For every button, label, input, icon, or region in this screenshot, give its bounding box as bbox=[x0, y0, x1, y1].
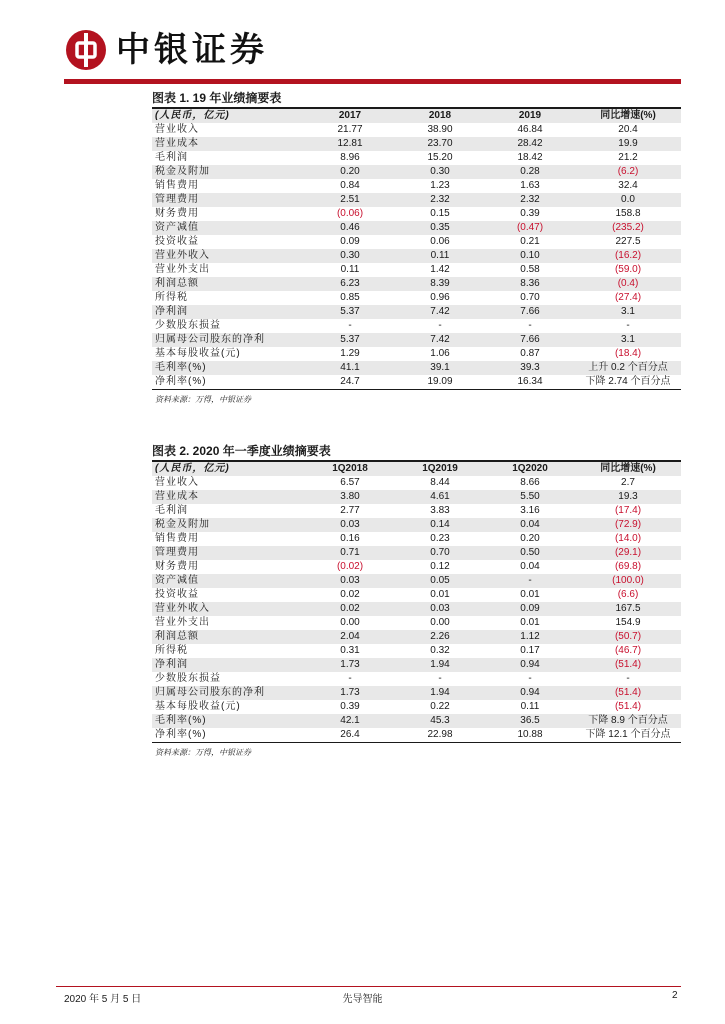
table-cell: 0.01 bbox=[520, 617, 540, 628]
table-cell: (17.4) bbox=[614, 505, 642, 516]
table-row bbox=[152, 291, 681, 305]
table2-bottom-rule bbox=[152, 742, 681, 743]
table-cell: 6.23 bbox=[305, 277, 395, 291]
table-cell: 0.14 bbox=[395, 518, 485, 532]
table-cell: 0.16 bbox=[340, 533, 360, 544]
table-cell: 8.44 bbox=[430, 477, 450, 488]
row-label: 营业外支出 bbox=[155, 617, 210, 628]
table-row bbox=[152, 207, 681, 221]
table-row bbox=[152, 686, 681, 700]
row-label: 营业收入 bbox=[155, 124, 199, 135]
table-cell: 45.3 bbox=[395, 714, 485, 728]
table-row bbox=[152, 602, 681, 616]
table-cell: 24.7 bbox=[340, 376, 360, 387]
table-cell: 18.42 bbox=[517, 152, 543, 163]
table-cell: 0.01 bbox=[430, 589, 450, 600]
table1 bbox=[152, 109, 681, 389]
table-row bbox=[152, 319, 681, 333]
row-label: 少数股东损益 bbox=[155, 673, 221, 684]
column-header: 1Q2020 bbox=[485, 462, 575, 476]
table-cell: 0.94 bbox=[485, 658, 575, 672]
table-cell: 20.4 bbox=[618, 124, 638, 135]
table-row bbox=[152, 546, 681, 560]
table-cell: (27.4) bbox=[614, 292, 642, 303]
table-cell: 5.37 bbox=[305, 333, 395, 347]
row-label: 净利润 bbox=[152, 658, 305, 672]
row-label: 税金及附加 bbox=[152, 165, 305, 179]
row-label: 所得税 bbox=[155, 645, 188, 656]
row-label: 资产减值 bbox=[152, 574, 305, 588]
row-label: 利润总额 bbox=[152, 630, 305, 644]
row-label: 所得税 bbox=[155, 292, 188, 303]
table-cell: (46.7) bbox=[614, 645, 642, 656]
table-cell: - bbox=[528, 320, 532, 331]
boc-logo-icon bbox=[64, 28, 108, 72]
header-divider bbox=[64, 79, 681, 84]
table-cell: - bbox=[485, 574, 575, 588]
table-row bbox=[152, 305, 681, 319]
table-cell: 0.0 bbox=[575, 193, 681, 207]
table-cell: - bbox=[626, 320, 630, 331]
table-cell: 1.42 bbox=[430, 264, 450, 275]
brand-name: 中银证券 bbox=[116, 30, 268, 70]
table-cell: (59.0) bbox=[614, 264, 642, 275]
table-cell: 1.73 bbox=[305, 658, 395, 672]
page-number: 2 bbox=[672, 990, 678, 1001]
table-cell: 0.04 bbox=[485, 518, 575, 532]
table-cell: 下降 8.9 个百分点 bbox=[575, 714, 681, 728]
table-cell: 0.94 bbox=[485, 686, 575, 700]
table-cell: 4.61 bbox=[395, 490, 485, 504]
table-cell: 227.5 bbox=[615, 236, 641, 247]
page-header bbox=[64, 28, 684, 76]
table1-title: 图表 1. 19 年业绩摘要表 bbox=[152, 91, 282, 105]
table-cell: 1.29 bbox=[340, 348, 360, 359]
table-cell: (51.4) bbox=[575, 658, 681, 672]
row-label: 管理费用 bbox=[152, 546, 305, 560]
table-row bbox=[152, 221, 681, 235]
table-cell: 1.23 bbox=[430, 180, 450, 191]
table-row bbox=[152, 137, 681, 151]
table-cell: 12.81 bbox=[305, 137, 395, 151]
table-row bbox=[152, 476, 681, 490]
table-cell: (6.6) bbox=[617, 589, 639, 600]
row-label: 营业外收入 bbox=[152, 249, 305, 263]
table-row bbox=[152, 574, 681, 588]
table-cell: 46.84 bbox=[517, 124, 543, 135]
table-cell: 0.30 bbox=[305, 249, 395, 263]
table-cell: 28.42 bbox=[485, 137, 575, 151]
table-cell: 158.8 bbox=[615, 208, 641, 219]
table-cell: 0.87 bbox=[520, 348, 540, 359]
row-label: 销售费用 bbox=[155, 180, 199, 191]
table-cell: (50.7) bbox=[575, 630, 681, 644]
table-cell: 0.21 bbox=[520, 236, 540, 247]
row-label: 净利率(%) bbox=[155, 376, 207, 387]
table-cell: 0.03 bbox=[395, 602, 485, 616]
table-cell: (6.2) bbox=[575, 165, 681, 179]
table-cell: (14.0) bbox=[614, 533, 642, 544]
row-label: 归属母公司股东的净利 bbox=[152, 333, 305, 347]
table-cell: 42.1 bbox=[305, 714, 395, 728]
table-cell: 2.32 bbox=[395, 193, 485, 207]
table-cell: 0.06 bbox=[430, 236, 450, 247]
table-cell: (51.4) bbox=[614, 701, 642, 712]
table-cell: 0.46 bbox=[305, 221, 395, 235]
table-cell: (0.02) bbox=[336, 561, 364, 572]
table-cell: 8.66 bbox=[520, 477, 540, 488]
table-cell: 19.09 bbox=[427, 376, 453, 387]
table-cell: 0.15 bbox=[430, 208, 450, 219]
table2-title: 图表 2. 2020 年一季度业绩摘要表 bbox=[152, 444, 331, 458]
table-cell: 1.94 bbox=[395, 658, 485, 672]
table-cell: (72.9) bbox=[575, 518, 681, 532]
table-cell: 0.03 bbox=[305, 518, 395, 532]
table-row bbox=[152, 333, 681, 347]
table-cell: 0.35 bbox=[395, 221, 485, 235]
table-cell: 下降 12.1 个百分点 bbox=[585, 729, 671, 740]
row-label: 净利润 bbox=[152, 305, 305, 319]
table-cell: 2.7 bbox=[621, 477, 635, 488]
table-cell: (16.2) bbox=[575, 249, 681, 263]
table-cell: 0.04 bbox=[520, 561, 540, 572]
table-cell: (235.2) bbox=[575, 221, 681, 235]
table-cell: (18.4) bbox=[614, 348, 642, 359]
table2-source: 资料来源：万得，中银证券 bbox=[155, 748, 251, 757]
table-cell: 0.09 bbox=[485, 602, 575, 616]
row-label: 少数股东损益 bbox=[155, 320, 221, 331]
table-row bbox=[152, 644, 681, 658]
table-cell: 0.30 bbox=[395, 165, 485, 179]
table-cell: - bbox=[348, 320, 352, 331]
table-row bbox=[152, 179, 681, 193]
table-cell: 0.23 bbox=[430, 533, 450, 544]
table-row bbox=[152, 375, 681, 389]
table-cell: (100.0) bbox=[575, 574, 681, 588]
table-cell: 8.36 bbox=[485, 277, 575, 291]
table-header-row bbox=[152, 462, 681, 476]
row-label: 投资收益 bbox=[155, 236, 199, 247]
row-label: 利润总额 bbox=[152, 277, 305, 291]
column-header: 2018 bbox=[395, 109, 485, 123]
table-cell: 3.1 bbox=[575, 305, 681, 319]
table-row bbox=[152, 728, 681, 742]
table-cell: 0.09 bbox=[340, 236, 360, 247]
table-cell: (0.06) bbox=[336, 208, 364, 219]
row-label: 基本每股收益(元) bbox=[155, 348, 241, 359]
table-cell: 19.9 bbox=[575, 137, 681, 151]
table-cell: 32.4 bbox=[618, 180, 638, 191]
table-cell: 5.37 bbox=[305, 305, 395, 319]
row-label: 销售费用 bbox=[155, 533, 199, 544]
table-row bbox=[152, 123, 681, 137]
table-cell: 2.77 bbox=[340, 505, 360, 516]
row-label: 税金及附加 bbox=[152, 518, 305, 532]
table-row bbox=[152, 235, 681, 249]
table-cell: 0.32 bbox=[430, 645, 450, 656]
table-cell: 0.11 bbox=[395, 249, 485, 263]
row-label: 投资收益 bbox=[155, 589, 199, 600]
table-cell: 10.88 bbox=[517, 729, 543, 740]
table-cell: 8.39 bbox=[395, 277, 485, 291]
table-row bbox=[152, 347, 681, 361]
row-label: 营业成本 bbox=[152, 137, 305, 151]
row-label: 基本每股收益(元) bbox=[155, 701, 241, 712]
table-cell: 23.70 bbox=[395, 137, 485, 151]
table-cell: 0.20 bbox=[520, 533, 540, 544]
table-cell: 39.3 bbox=[485, 361, 575, 375]
table-cell: 21.77 bbox=[337, 124, 363, 135]
table-cell: 0.96 bbox=[430, 292, 450, 303]
table-cell: 0.02 bbox=[340, 589, 360, 600]
table-cell: (51.4) bbox=[575, 686, 681, 700]
footer-divider bbox=[56, 986, 681, 987]
table-cell: 0.00 bbox=[340, 617, 360, 628]
table-cell: 26.4 bbox=[340, 729, 360, 740]
table-row bbox=[152, 700, 681, 714]
table-cell: 3.80 bbox=[305, 490, 395, 504]
table-cell: (0.4) bbox=[575, 277, 681, 291]
footer-date: 2020 年 5 月 5 日 bbox=[64, 994, 142, 1005]
table-cell: 6.57 bbox=[340, 477, 360, 488]
table-cell: 0.11 bbox=[520, 701, 540, 712]
table-cell: 0.39 bbox=[340, 701, 360, 712]
table-row bbox=[152, 588, 681, 602]
table-cell: 2.04 bbox=[305, 630, 395, 644]
row-label: 营业外收入 bbox=[152, 602, 305, 616]
table1-bottom-rule bbox=[152, 389, 681, 390]
table-cell: 1.94 bbox=[395, 686, 485, 700]
table-cell: 0.20 bbox=[305, 165, 395, 179]
table1-source: 资料来源：万得，中银证券 bbox=[155, 395, 251, 404]
table-cell: - bbox=[438, 673, 442, 684]
table-cell: 0.00 bbox=[430, 617, 450, 628]
table-row bbox=[152, 361, 681, 375]
table-cell: 0.31 bbox=[340, 645, 360, 656]
table-cell: 1.12 bbox=[485, 630, 575, 644]
table-cell: 0.58 bbox=[520, 264, 540, 275]
row-label: 毛利润 bbox=[155, 152, 188, 163]
table-row bbox=[152, 193, 681, 207]
table-cell: 下降 2.74 个百分点 bbox=[585, 376, 671, 387]
table-cell: 0.03 bbox=[305, 574, 395, 588]
table2-section bbox=[152, 443, 681, 758]
column-header: 1Q2018 bbox=[305, 462, 395, 476]
row-label: 归属母公司股东的净利 bbox=[152, 686, 305, 700]
table-cell: 2.26 bbox=[395, 630, 485, 644]
row-label: 财务费用 bbox=[155, 208, 199, 219]
table-cell: 上升 0.2 个百分点 bbox=[575, 361, 681, 375]
table-row bbox=[152, 714, 681, 728]
table-row bbox=[152, 616, 681, 630]
table1-section bbox=[152, 90, 681, 405]
table-cell: 0.39 bbox=[520, 208, 540, 219]
table-row bbox=[152, 277, 681, 291]
table-cell: - bbox=[348, 673, 352, 684]
column-header: 1Q2019 bbox=[395, 462, 485, 476]
table-cell: 38.90 bbox=[427, 124, 453, 135]
table-cell: 3.16 bbox=[520, 505, 540, 516]
table-cell: 0.85 bbox=[340, 292, 360, 303]
table-row bbox=[152, 165, 681, 179]
table-cell: 7.66 bbox=[485, 333, 575, 347]
row-label: 毛利率(%) bbox=[152, 714, 305, 728]
table-row bbox=[152, 518, 681, 532]
table-cell: 0.70 bbox=[520, 292, 540, 303]
table-cell: 0.70 bbox=[395, 546, 485, 560]
column-header: 同比增速(%) bbox=[575, 109, 681, 123]
table-cell: 0.22 bbox=[430, 701, 450, 712]
table-header-row bbox=[152, 109, 681, 123]
table-row bbox=[152, 504, 681, 518]
table-row bbox=[152, 532, 681, 546]
table-cell: 2.51 bbox=[305, 193, 395, 207]
table-cell: 3.1 bbox=[575, 333, 681, 347]
table-cell: 0.10 bbox=[485, 249, 575, 263]
row-label: 财务费用 bbox=[155, 561, 199, 572]
table-cell: 167.5 bbox=[575, 602, 681, 616]
table2 bbox=[152, 462, 681, 742]
footer-title: 先导智能 bbox=[342, 994, 383, 1005]
table-cell: 3.83 bbox=[430, 505, 450, 516]
table-cell: 0.05 bbox=[395, 574, 485, 588]
table-cell: 0.71 bbox=[305, 546, 395, 560]
table-cell: 8.96 bbox=[340, 152, 360, 163]
table-cell: 5.50 bbox=[485, 490, 575, 504]
row-label: 营业收入 bbox=[155, 477, 199, 488]
table-row bbox=[152, 672, 681, 686]
table-cell: 0.11 bbox=[340, 264, 360, 275]
table-cell: 19.3 bbox=[575, 490, 681, 504]
row-label: 净利率(%) bbox=[155, 729, 207, 740]
table-cell: 1.06 bbox=[430, 348, 450, 359]
table-cell: 0.02 bbox=[305, 602, 395, 616]
column-header: 2019 bbox=[485, 109, 575, 123]
column-header: 2017 bbox=[305, 109, 395, 123]
table-row bbox=[152, 249, 681, 263]
table-cell: 0.17 bbox=[520, 645, 540, 656]
table-cell: (69.8) bbox=[614, 561, 642, 572]
table-cell: 22.98 bbox=[427, 729, 453, 740]
table-cell: 0.50 bbox=[485, 546, 575, 560]
table-cell: 41.1 bbox=[305, 361, 395, 375]
table-row bbox=[152, 263, 681, 277]
table-cell: 36.5 bbox=[485, 714, 575, 728]
row-label: 营业成本 bbox=[152, 490, 305, 504]
table-cell: 0.28 bbox=[485, 165, 575, 179]
table-cell: 21.2 bbox=[618, 152, 638, 163]
table-row bbox=[152, 151, 681, 165]
row-label: 管理费用 bbox=[152, 193, 305, 207]
table-row bbox=[152, 630, 681, 644]
table-cell: (0.47) bbox=[485, 221, 575, 235]
table-cell: 0.12 bbox=[430, 561, 450, 572]
table-cell: 0.01 bbox=[520, 589, 540, 600]
table-cell: 16.34 bbox=[517, 376, 543, 387]
table-cell: - bbox=[528, 673, 532, 684]
row-label: 营业外支出 bbox=[155, 264, 210, 275]
table-cell: - bbox=[438, 320, 442, 331]
table-cell: 1.73 bbox=[305, 686, 395, 700]
table-row bbox=[152, 560, 681, 574]
table-cell: 15.20 bbox=[427, 152, 453, 163]
table-cell: 1.63 bbox=[520, 180, 540, 191]
table-cell: 7.42 bbox=[395, 333, 485, 347]
column-header: 同比增速(%) bbox=[575, 462, 681, 476]
column-header: (人民币，亿元) bbox=[152, 462, 305, 476]
row-label: 毛利率(%) bbox=[152, 361, 305, 375]
column-header: (人民币，亿元) bbox=[152, 109, 305, 123]
row-label: 资产减值 bbox=[152, 221, 305, 235]
table-cell: 2.32 bbox=[485, 193, 575, 207]
table-cell: 0.84 bbox=[340, 180, 360, 191]
table-cell: (29.1) bbox=[575, 546, 681, 560]
table-row bbox=[152, 658, 681, 672]
table-cell: 7.66 bbox=[485, 305, 575, 319]
table-cell: 39.1 bbox=[395, 361, 485, 375]
row-label: 毛利润 bbox=[155, 505, 188, 516]
table-row bbox=[152, 490, 681, 504]
table-cell: - bbox=[626, 673, 630, 684]
table-cell: 7.42 bbox=[395, 305, 485, 319]
table-cell: 154.9 bbox=[615, 617, 641, 628]
